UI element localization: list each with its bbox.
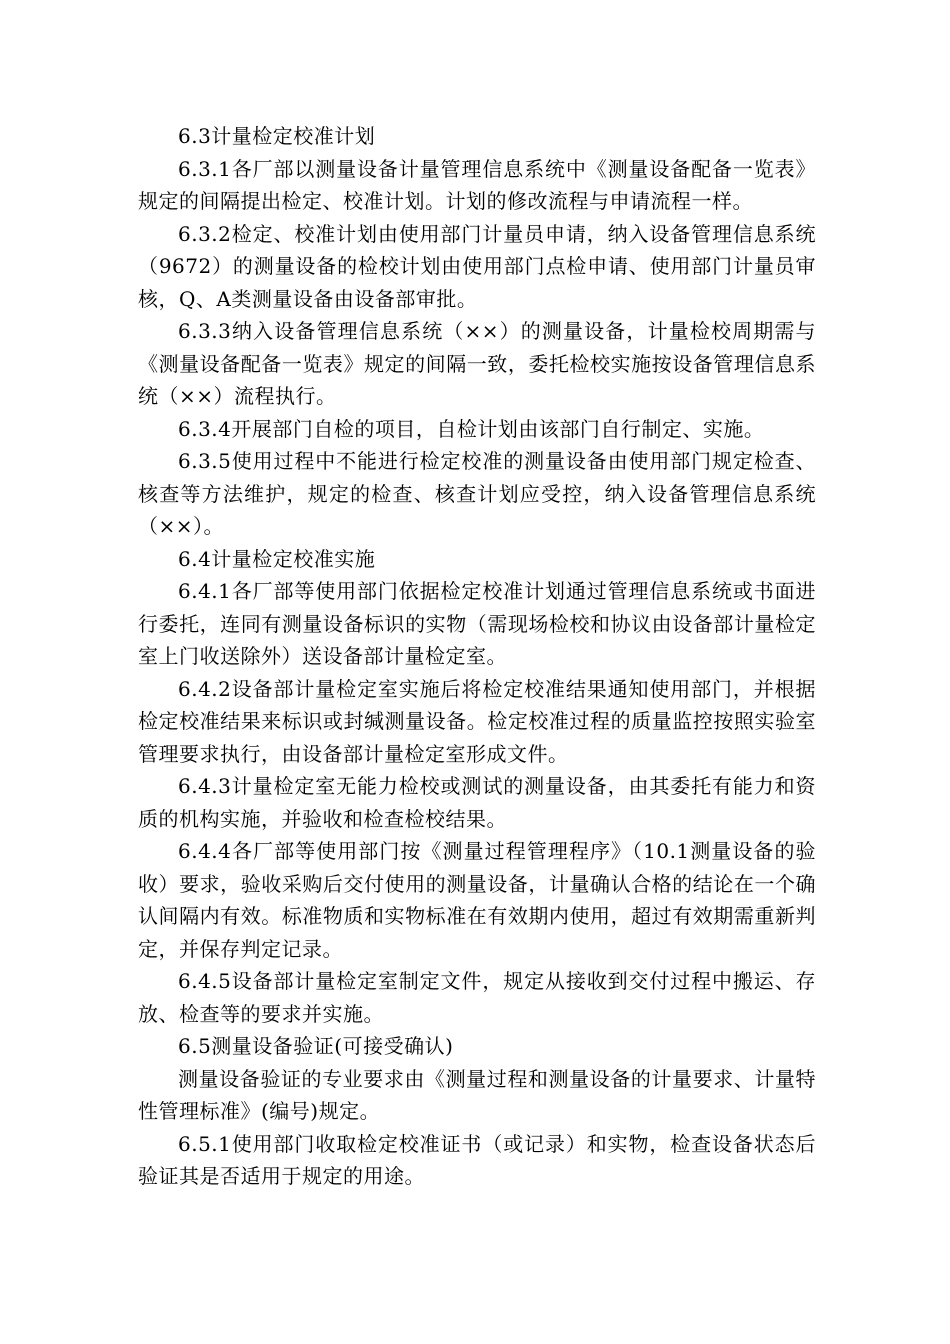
- paragraph-6-4-5: 6.4.5设备部计量检定室制定文件，规定从接收到交付过程中搬运、存放、检查等的要求并实施。: [138, 969, 816, 1026]
- section-heading-6-4: 6.4计量检定校准实施: [178, 546, 376, 571]
- paragraph-6-3-3: 6.3.3纳入设备管理信息系统（××）的测量设备，计量检校周期需与《测量设备配备一览表》规定的间隔一致，委托检校实施按设备管理信息系统（××）流程执行。: [138, 319, 816, 408]
- paragraph-6-3-1: 6.3.1各厂部以测量设备计量管理信息系统中《测量设备配备一览表》规定的间隔提出检定、校准计划。计划的修改流程与申请流程一样。: [138, 156, 816, 213]
- paragraph-6-4-4: 6.4.4各厂部等使用部门按《测量过程管理程序》（10.1测量设备的验收）要求，验收采购后交付使用的测量设备，计量确认合格的结论在一个确认间隔内有效。标准物质和实物标准在有效期内使用，超过有效期需重新判定，并保存判定记录。: [138, 839, 816, 961]
- paragraph-6-5-intro: 测量设备验证的专业要求由《测量过程和测量设备的计量要求、计量特性管理标准》(编号)规定。: [138, 1066, 816, 1123]
- document-body: [138, 120, 816, 1193]
- paragraph-6-4-1: 6.4.1各厂部等使用部门依据检定校准计划通过管理信息系统或书面进行委托，连同有测量设备标识的实物（需现场检校和协议由设备部计量检定室上门收送除外）送设备部计量检定室。: [138, 579, 816, 668]
- paragraph-6-3-4: 6.3.4开展部门自检的项目，自检计划由该部门自行制定、实施。: [178, 416, 765, 441]
- section-heading-6-5: 6.5测量设备验证(可接受确认): [178, 1034, 454, 1058]
- paragraph-6-4-2: 6.4.2设备部计量检定室实施后将检定校准结果通知使用部门，并根据检定校准结果来标识或封缄测量设备。检定校准过程的质量监控按照实验室管理要求执行，由设备部计量检定室形成文件。: [138, 676, 816, 766]
- paragraph-6-4-3: 6.4.3计量检定室无能力检校或测试的测量设备，由其委托有能力和资质的机构实施，并验收和检查检校结果。: [138, 774, 816, 831]
- paragraph-6-5-1: 6.5.1使用部门收取检定校准证书（或记录）和实物，检查设备状态后验证其是否适用于规定的用途。: [138, 1131, 816, 1188]
- paragraph-6-3-5: 6.3.5使用过程中不能进行检定校准的测量设备由使用部门规定检查、核查等方法维护，规定的检查、核查计划应受控，纳入设备管理信息系统（××）。: [138, 449, 816, 538]
- paragraph-6-3-2: 6.3.2检定、校准计划由使用部门计量员申请，纳入设备管理信息系统（9672）的测量设备的检校计划由使用部门点检申请、使用部门计量员审核，Q、A类测量设备由设备部审批。: [138, 221, 816, 311]
- section-heading-6-3: 6.3计量检定校准计划: [178, 124, 376, 148]
